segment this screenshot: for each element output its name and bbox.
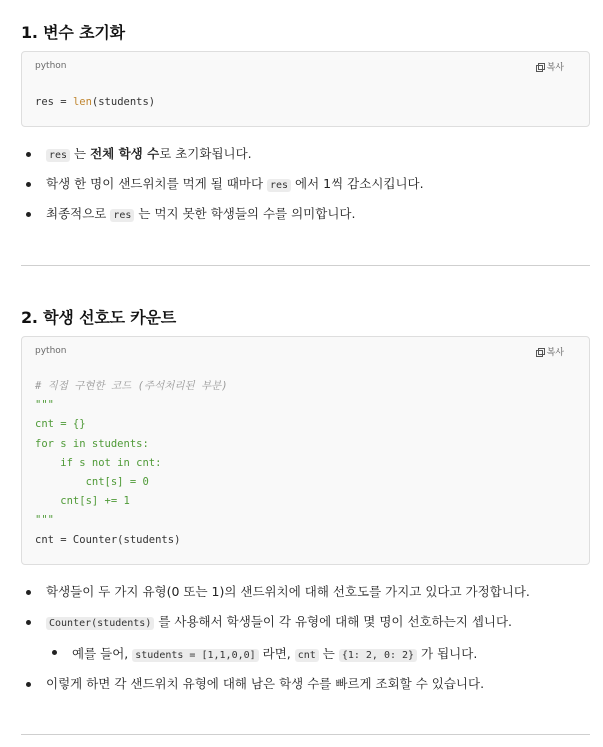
text: 는 먹지 못한 학생들의 수를 의미합니다. bbox=[134, 206, 356, 221]
list-item bbox=[21, 612, 590, 642]
code-comment-line: # 직접 구현한 코드 (주석처리된 부분) bbox=[35, 380, 228, 392]
section-2-title: 2. 학생 선호도 카운트 bbox=[21, 308, 176, 327]
text: 에서 1씩 감소시킵니다. bbox=[291, 176, 424, 191]
code-block-1 bbox=[21, 51, 590, 127]
section-2-bullet-list bbox=[21, 582, 590, 704]
code-token: res = bbox=[35, 96, 73, 108]
text: 로 초기화됩니다. bbox=[159, 146, 252, 161]
list-item bbox=[21, 674, 590, 704]
inline-code: {1: 2, 0: 2} bbox=[339, 649, 417, 662]
code-line bbox=[35, 93, 576, 112]
code-line: cnt = Counter(students) bbox=[35, 533, 181, 546]
copy-button[interactable] bbox=[536, 60, 564, 73]
section-1-bullet-list bbox=[21, 144, 590, 234]
section-1-title: 1. 변수 초기화 bbox=[21, 23, 125, 42]
bold-text: 전체 학생 수 bbox=[90, 146, 160, 161]
text: 학생 한 명이 샌드위치를 먹게 될 때마다 bbox=[46, 176, 268, 191]
list-item bbox=[21, 204, 590, 234]
list-item bbox=[21, 174, 590, 204]
code-docstring-line: cnt[s] = 0 bbox=[35, 475, 149, 488]
inline-code: res bbox=[110, 209, 134, 222]
text: 가 됩니다. bbox=[417, 646, 478, 661]
copy-label: 복사 bbox=[546, 63, 564, 73]
inline-code: Counter(students) bbox=[46, 617, 154, 630]
text: 학생들이 두 가지 유형(0 또는 1)의 샌드위치에 대해 선호도를 가지고 있다고 가정합니다. bbox=[46, 584, 530, 599]
inline-code: cnt bbox=[295, 649, 319, 662]
section-divider bbox=[21, 734, 590, 735]
section-divider bbox=[21, 265, 590, 266]
code-token: (students) bbox=[91, 96, 156, 108]
code-docstring-line: if s not in cnt: bbox=[35, 456, 162, 469]
copy-icon bbox=[536, 348, 544, 356]
code-body bbox=[22, 365, 589, 550]
copy-button[interactable] bbox=[536, 345, 564, 358]
language-label: python bbox=[35, 61, 67, 71]
code-docstring-line: cnt[s] += 1 bbox=[35, 495, 130, 508]
inline-code: res bbox=[267, 179, 291, 192]
nested-list-item bbox=[21, 642, 590, 674]
text: 예를 들어, bbox=[72, 646, 133, 661]
text: 최종적으로 bbox=[46, 206, 111, 221]
text: 는 bbox=[70, 146, 91, 161]
code-header bbox=[22, 52, 589, 80]
code-docstring-line: cnt = {} bbox=[35, 418, 86, 431]
text: 를 사용해서 학생들이 각 유형에 대해 몇 명이 선호하는지 셉니다. bbox=[154, 614, 513, 629]
code-docstring-line: """ bbox=[35, 514, 54, 527]
inline-code: res bbox=[46, 149, 70, 162]
language-label: python bbox=[35, 346, 67, 356]
code-body bbox=[22, 80, 589, 112]
copy-label: 복사 bbox=[546, 348, 564, 358]
code-block-2 bbox=[21, 336, 590, 565]
copy-icon bbox=[536, 63, 544, 71]
list-item bbox=[21, 144, 590, 174]
code-docstring-line: """ bbox=[35, 399, 54, 412]
list-item bbox=[21, 582, 590, 612]
text: 이렇게 하면 각 샌드위치 유형에 대해 남은 학생 수를 빠르게 조회할 수 있습니다. bbox=[46, 676, 485, 691]
inline-code: students = [1,1,0,0] bbox=[132, 649, 258, 662]
code-docstring-line: for s in students: bbox=[35, 437, 149, 450]
text: 는 bbox=[318, 646, 339, 661]
code-header bbox=[22, 337, 589, 365]
text: 라면, bbox=[258, 646, 295, 661]
code-function-token: len bbox=[72, 96, 92, 108]
